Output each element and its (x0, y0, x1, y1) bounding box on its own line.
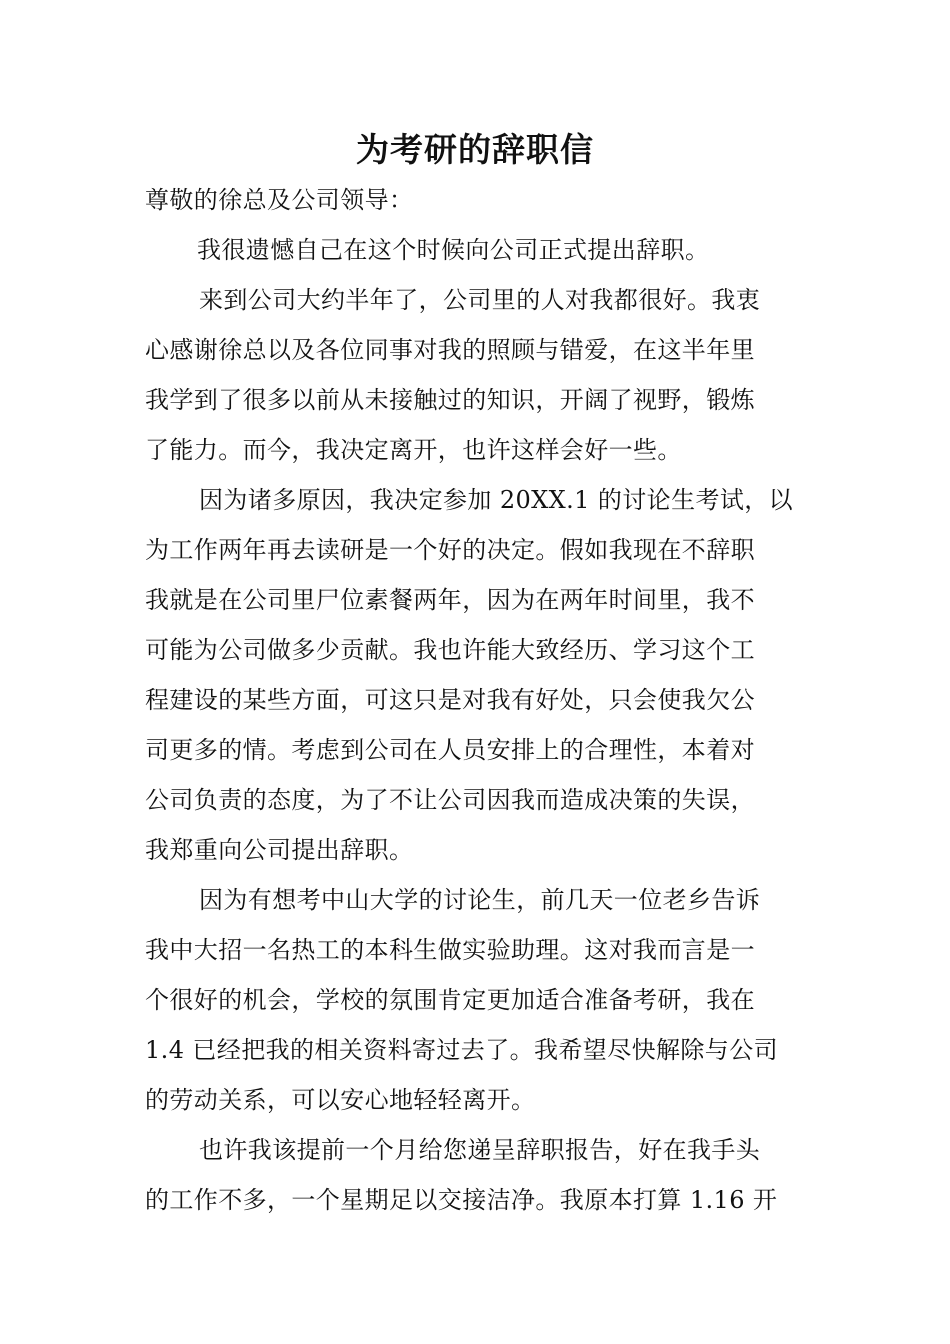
body-line: 我很遗憾自己在这个时候向公司正式提出辞职。 (197, 236, 710, 264)
salutation: 尊敬的徐总及公司领导： (145, 186, 414, 214)
body-line: 我学到了很多以前从未接触过的知识，开阔了视野，锻炼 (145, 386, 755, 414)
body-line: 来到公司大约半年了，公司里的人对我都很好。我衷 (199, 286, 761, 314)
body-line: 的劳动关系，可以安心地轻轻离开。 (145, 1086, 536, 1114)
body-line: 公司负责的态度，为了不让公司因我而造成决策的失误， (145, 786, 755, 814)
body-line: 程建设的某些方面，可这只是对我有好处，只会使我欠公 (145, 686, 755, 714)
body-line: 为工作两年再去读研是一个好的决定。假如我现在不辞职 (145, 536, 755, 564)
body-line: 个很好的机会，学校的氛围肯定更加适合准备考研，我在 (145, 986, 755, 1014)
body-line: 也许我该提前一个月给您递呈辞职报告，好在我手头 (199, 1136, 761, 1164)
body-line: 我就是在公司里尸位素餐两年，因为在两年时间里，我不 (145, 586, 755, 614)
body-line: 心感谢徐总以及各位同事对我的照顾与错爱，在这半年里 (145, 336, 755, 364)
body-line: 可能为公司做多少贡献。我也许能大致经历、学习这个工 (145, 636, 755, 664)
document-title: 为考研的辞职信 (356, 130, 594, 169)
body-line: 因为有想考中山大学的讨论生，前几天一位老乡告诉 (199, 886, 761, 914)
body-line: 1.4 已经把我的相关资料寄过去了。我希望尽快解除与公司 (145, 1036, 778, 1064)
body-line: 司更多的情。考虑到公司在人员安排上的合理性，本着对 (145, 736, 755, 764)
body-line: 的工作不多，一个星期足以交接洁净。我原本打算 1.16 开 (145, 1186, 778, 1214)
body-line: 了能力。而今，我决定离开，也许这样会好一些。 (145, 436, 682, 464)
body-line: 我郑重向公司提出辞职。 (145, 836, 414, 864)
body-line: 因为诸多原因，我决定参加 20XX.1 的讨论生考试，以 (199, 486, 794, 514)
body-line: 我中大招一名热工的本科生做实验助理。这对我而言是一 (145, 936, 755, 964)
